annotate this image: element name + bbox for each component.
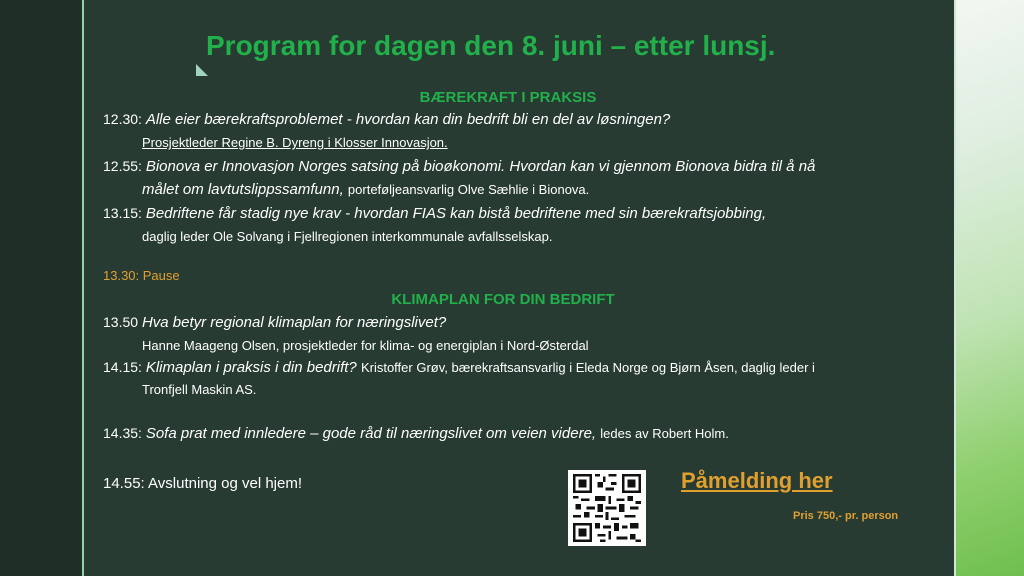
agenda-speaker: porteføljeansvarlig Olve Sæhlie i Bionova. [347, 182, 590, 197]
agenda-item [103, 205, 766, 222]
agenda-topic: Bedriftene får stadig nye krav - hvordan FIAS kan bistå bedriftene med sin bærekraftsjobbing, [145, 205, 767, 222]
closing-line: 14.55: Avslutning og vel hjem! [103, 475, 303, 492]
qr-code-icon[interactable] [568, 470, 646, 546]
corner-accent-icon [196, 64, 208, 76]
agenda-topic-continued: målet om lavtutslippssamfunn, [142, 181, 348, 198]
agenda-item-continued [142, 181, 589, 198]
agenda-speaker: Kristoffer Grøv, bærekraftsansvarlig i Eleda Norge og Bjørn Åsen, daglig leder i [360, 360, 815, 375]
left-decor-band [0, 0, 82, 576]
agenda-topic: Hva betyr regional klimaplan for næringslivet? [141, 314, 447, 331]
agenda-time: 13.50 [103, 314, 142, 330]
agenda-speaker: Hanne Maageng Olsen, prosjektleder for klima- og energiplan i Nord-Østerdal [142, 338, 589, 353]
agenda-speaker: Prosjektleder Regine B. Dyreng i Klosser Innovasjon. [142, 135, 448, 150]
agenda-item [103, 158, 815, 175]
agenda-speaker: daglig leder Ole Solvang i Fjellregionen interkommunale avfallsselskap. [142, 229, 553, 244]
pause-label: 13.30: Pause [103, 268, 180, 283]
left-divider [82, 0, 84, 576]
agenda-time: 14.35: [103, 425, 146, 441]
agenda-topic: Bionova er Innovasjon Norges satsing på bioøkonomi. Hvordan kan vi gjennom Bionova bidra til å nå [145, 158, 816, 175]
agenda-topic: Alle eier bærekraftsproblemet - hvordan kan din bedrift bli en del av løsningen? [145, 111, 671, 128]
right-decor-band [956, 0, 1024, 576]
agenda-speaker-continued: Tronfjell Maskin AS. [142, 382, 257, 397]
agenda-speaker: ledes av Robert Holm. [600, 426, 729, 441]
agenda-topic: Klimaplan i praksis i din bedrift? [145, 359, 361, 376]
agenda-time: 12.30: [103, 111, 146, 127]
signup-link[interactable]: Påmelding her [681, 468, 833, 493]
price-label: Pris 750,- pr. person [793, 510, 899, 522]
agenda-item [103, 359, 815, 376]
agenda-topic: Sofa prat med innledere – gode råd til næringslivet om veien videre, [145, 425, 601, 442]
agenda-time: 13.15: [103, 205, 146, 221]
agenda-item [103, 314, 446, 331]
section-heading-climate-plan: KLIMAPLAN FOR DIN BEDRIFT [391, 291, 615, 308]
agenda-item [103, 111, 670, 128]
agenda-time: 14.15: [103, 359, 146, 375]
agenda-time: 12.55: [103, 158, 146, 174]
section-heading-sustainability: BÆREKRAFT I PRAKSIS [419, 89, 597, 106]
slide-title: Program for dagen den 8. juni – etter lunsj. [206, 30, 776, 61]
agenda-item [103, 425, 729, 442]
